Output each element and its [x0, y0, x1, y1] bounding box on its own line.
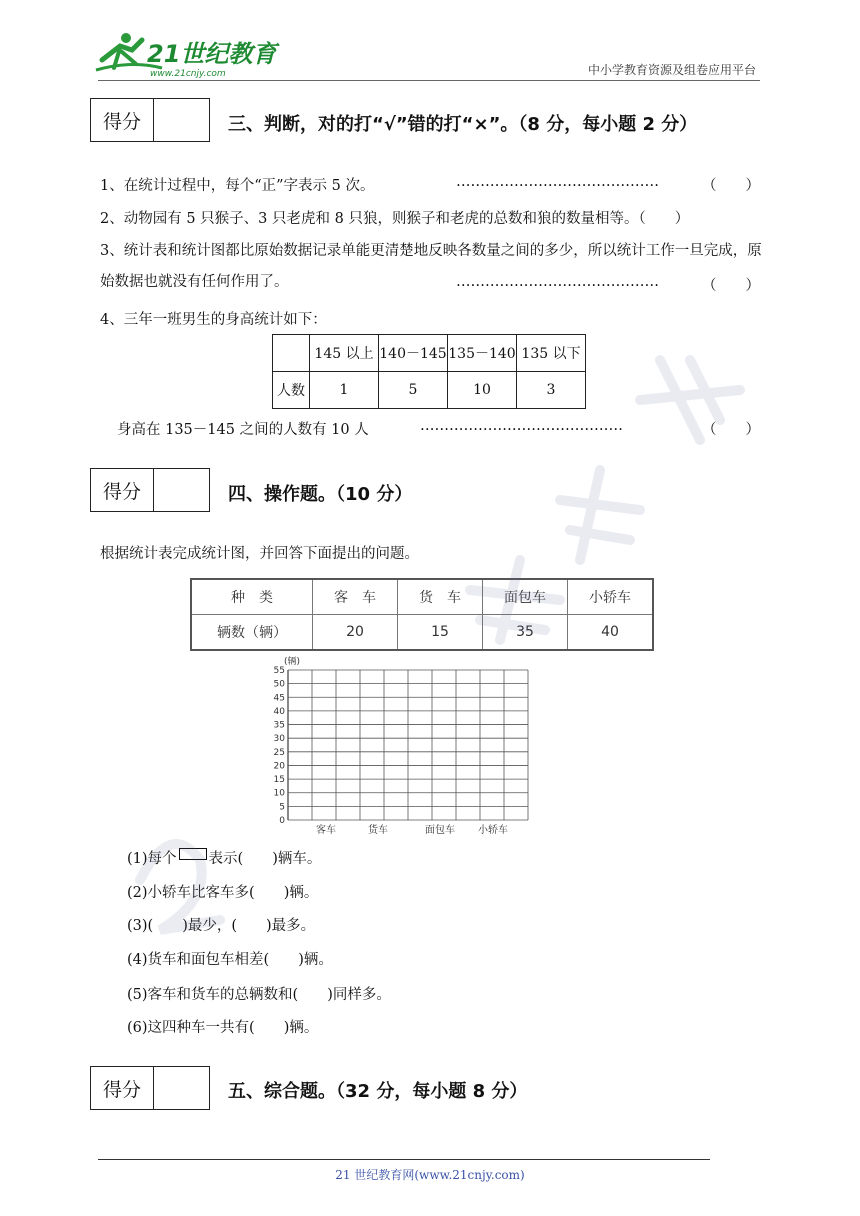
x-category-label: 客车 [316, 825, 336, 836]
x-category-label: 小轿车 [478, 825, 508, 836]
table-cell: 面包车 [483, 579, 568, 615]
bar-chart-grid[interactable] [262, 654, 534, 836]
table-cell: 135－140 [448, 335, 517, 372]
table-cell: 5 [379, 372, 448, 409]
score-label: 得分 [91, 1067, 154, 1109]
table-row [273, 335, 586, 372]
section4-intro: 根据统计表完成统计图，并回答下面提出的问题。 [100, 546, 419, 562]
question-4-dots: …………………………………… [420, 418, 623, 434]
table-row [273, 372, 586, 409]
subquestion-1-b: 表示( )辆车。 [208, 851, 322, 867]
y-tick-label: 40 [273, 706, 285, 717]
table-cell [273, 335, 310, 372]
question-3-text: 3、统计表和统计图都比原始数据记录单能更清楚地反映各数量之间的多少，所以统计工作一旦完成，原始数据也就没有任何作用了。 [100, 243, 762, 290]
subquestion-6: (6)这四种车一共有( )辆。 [127, 1020, 319, 1036]
question-1-text: 1、在统计过程中，每个“正”字表示 5 次。 [100, 178, 375, 194]
section4-title: 四、操作题。（10 分） [228, 484, 413, 505]
score-label: 得分 [91, 99, 154, 141]
height-table [272, 334, 586, 409]
table-cell: 小轿车 [568, 579, 654, 615]
question-4-answer[interactable]: （ ） [702, 422, 760, 438]
chart-ylabel: (辆) [284, 657, 301, 667]
site-name: 中小学教育资源及组卷应用平台 [587, 63, 756, 77]
table-row [191, 615, 653, 651]
y-tick-label: 0 [279, 816, 285, 826]
logo-url: www.21cnjy.com [150, 69, 226, 79]
question-3 [100, 236, 762, 298]
question-1-dots: …………………………………… [456, 174, 659, 190]
table-cell: 1 [310, 372, 379, 409]
score-box-section4 [90, 468, 210, 512]
table-cell: 3 [517, 372, 586, 409]
x-category-label: 面包车 [425, 825, 455, 836]
y-tick-label: 25 [273, 747, 285, 758]
subquestion-1-a: (1)每个 [127, 851, 177, 867]
table-cell: 客 车 [313, 579, 398, 615]
section5-title: 五、综合题。（32 分，每小题 8 分） [228, 1081, 528, 1102]
table-cell: 种 类 [191, 579, 313, 615]
site-logo [92, 30, 277, 80]
vehicle-table [190, 578, 654, 651]
subquestion-1 [127, 847, 321, 868]
y-tick-label: 10 [273, 788, 285, 799]
logo-text: 21世纪教育 [147, 40, 277, 68]
table-cell: 15 [398, 615, 483, 651]
score-label: 得分 [91, 469, 154, 511]
table-cell: 货 车 [398, 579, 483, 615]
y-tick-label: 20 [273, 761, 285, 772]
question-2: 2、动物园有 5 只猴子、3 只老虎和 8 只狼，则猴子和老虎的总数和狼的数量相等。（ ） [100, 211, 690, 227]
table-row [191, 579, 653, 615]
table-cell: 人数 [273, 372, 310, 409]
score-input[interactable] [154, 1067, 209, 1109]
table-cell: 145 以上 [310, 335, 379, 372]
table-cell: 40 [568, 615, 654, 651]
table-cell: 辆数（辆） [191, 615, 313, 651]
y-tick-label: 50 [273, 679, 285, 690]
footer-text: 21 世纪教育网(www.21cnjy.com) [335, 1168, 525, 1182]
table-cell: 20 [313, 615, 398, 651]
table-cell: 140－145 [379, 335, 448, 372]
header-divider [98, 80, 760, 81]
question-4: 4、三年一班男生的身高统计如下： [100, 312, 327, 328]
table-cell: 10 [448, 372, 517, 409]
score-input[interactable] [154, 99, 209, 141]
score-box-section3 [90, 98, 210, 142]
table-cell: 35 [483, 615, 568, 651]
question-1 [100, 174, 375, 195]
section3-title: 三、判断，对的打“√”错的打“×”。（8 分，每小题 2 分） [228, 114, 698, 135]
y-tick-label: 15 [273, 775, 285, 786]
footer-divider [98, 1159, 710, 1160]
question-3-answer[interactable]: （ ） [702, 278, 760, 294]
x-category-label: 货车 [368, 825, 388, 836]
score-input[interactable] [154, 469, 209, 511]
subquestion-4: (4)货车和面包车相差( )辆。 [127, 952, 333, 968]
subquestion-3: (3)( )最少，( )最多。 [127, 918, 316, 934]
question-1-answer[interactable]: （ ） [702, 178, 760, 194]
question-3-dots: …………………………………… [456, 274, 659, 290]
subquestion-2: (2)小轿车比客车多( )辆。 [127, 885, 319, 901]
table-cell: 135 以下 [517, 335, 586, 372]
y-tick-label: 35 [273, 720, 285, 731]
subquestion-5: (5)客车和货车的总辆数和( )同样多。 [127, 987, 391, 1003]
y-tick-label: 30 [273, 734, 285, 745]
score-box-section5 [90, 1066, 210, 1110]
y-tick-label: 5 [279, 802, 285, 813]
question-4-statement: 身高在 135－145 之间的人数有 10 人 [117, 422, 369, 438]
rectangle-icon [179, 848, 207, 860]
y-tick-label: 45 [273, 693, 285, 704]
y-tick-label: 55 [273, 666, 285, 676]
